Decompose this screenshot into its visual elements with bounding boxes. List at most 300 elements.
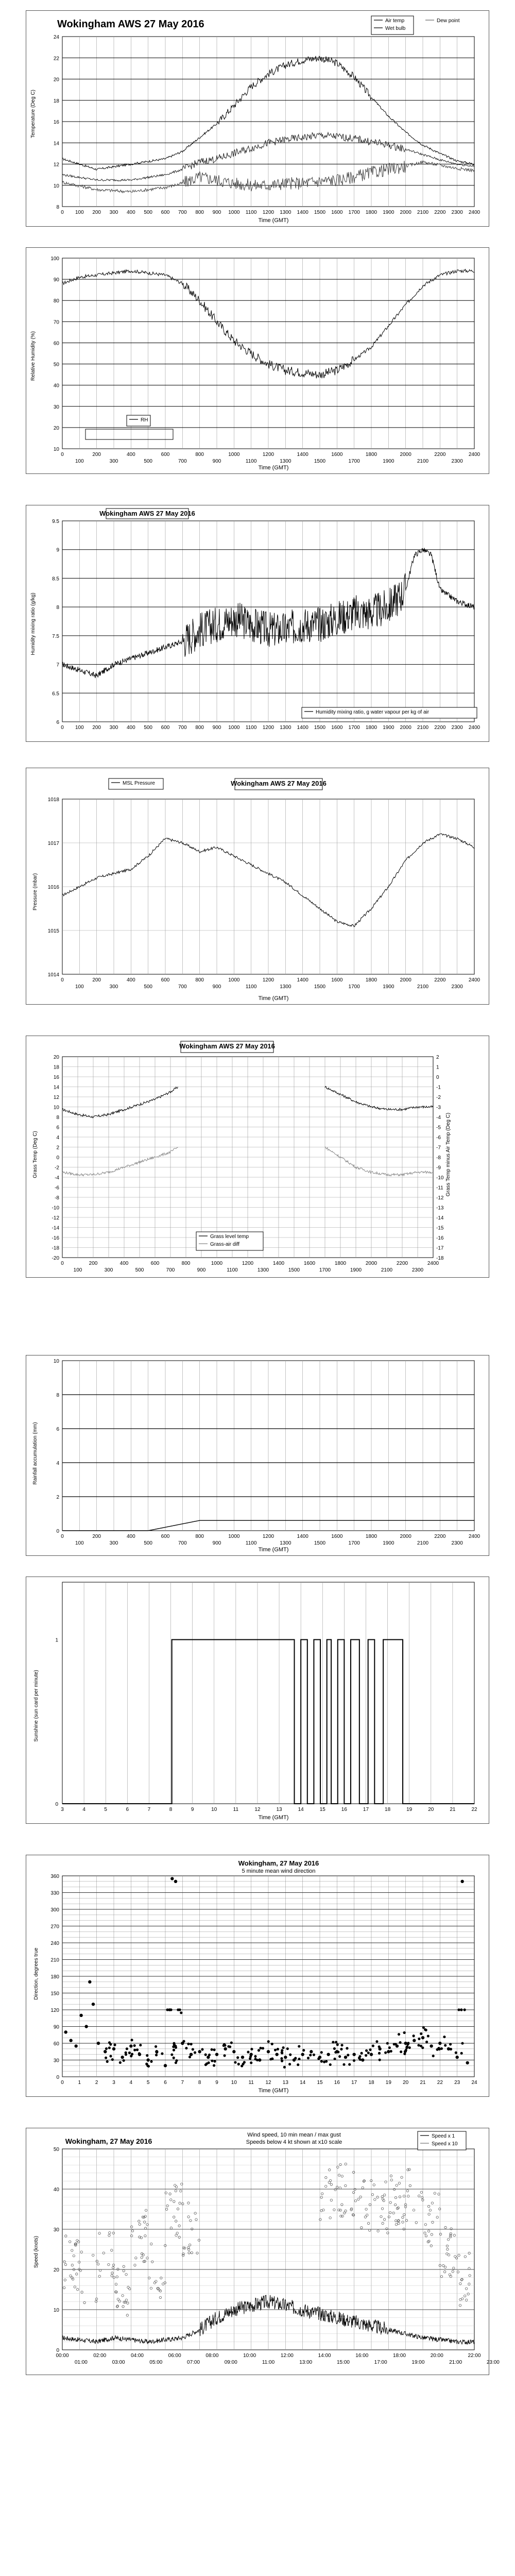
y-tick-label: 360: [50, 1874, 59, 1879]
y-tick-label: 9.5: [52, 519, 59, 524]
data-point: [353, 2059, 355, 2062]
data-point: [119, 2061, 122, 2064]
chart-subtitle: 5 minute mean wind direction: [242, 1868, 316, 1874]
y-tick-label: 9: [56, 547, 59, 553]
x-tick-label: 2300: [451, 1540, 463, 1546]
y-tick-label: 8: [56, 605, 59, 611]
data-point: [320, 2051, 323, 2054]
x-tick-label: 800: [195, 452, 204, 457]
y-axis-label: Rainfall accumulation (mm): [32, 1422, 38, 1485]
x-tick-label: 2000: [400, 725, 411, 731]
data-point: [113, 2044, 116, 2046]
y-tick-label: 180: [50, 1974, 59, 1980]
data-point: [271, 2043, 273, 2045]
y-tick-label: 14: [53, 141, 59, 147]
x-tick-label: 1400: [272, 1261, 285, 1266]
data-point: [449, 2043, 452, 2045]
y-tick-label-right: -3: [436, 1105, 441, 1111]
data-point: [201, 2048, 203, 2050]
x-tick-label: 1700: [319, 1267, 331, 1273]
y-tick-label: -20: [52, 1256, 59, 1261]
mixing-ratio-chart-panel: [26, 505, 489, 742]
x-tick-label: 2400: [468, 210, 480, 215]
x-tick-label: 300: [109, 210, 118, 215]
data-point: [323, 2061, 325, 2063]
x-tick-label: 13: [282, 2080, 288, 2086]
x-tick-label: 1100: [245, 1540, 257, 1546]
x-tick-label: 2100: [417, 1540, 429, 1546]
y-tick-label: 12: [53, 1095, 59, 1100]
data-point: [336, 2043, 339, 2046]
data-point: [79, 2014, 82, 2017]
data-point: [413, 2039, 416, 2042]
x-tick-label: 1800: [365, 725, 377, 731]
y-tick-label: 30: [53, 404, 59, 410]
data-point: [190, 2053, 193, 2056]
data-point: [275, 2053, 278, 2056]
legend-label: Humidity mixing ratio, g water vapour per kg of air: [316, 709, 430, 715]
x-tick-label: 20:00: [430, 2353, 443, 2359]
data-point: [277, 2048, 279, 2050]
data-point: [236, 2056, 239, 2059]
y-tick-label: 2: [56, 1145, 59, 1151]
y-tick-label: 6.5: [52, 691, 59, 697]
y-axis-label: Sunshine (sun card per minute): [33, 1670, 39, 1742]
x-tick-label: 1100: [245, 459, 257, 464]
y-axis-label: Direction, degrees true: [33, 1947, 39, 2000]
data-point: [289, 2054, 291, 2056]
data-point: [281, 2060, 283, 2062]
chart-title: Wokingham AWS 27 May 2016: [57, 19, 204, 30]
y-tick-label-right: -1: [436, 1084, 441, 1091]
data-point: [267, 2040, 270, 2043]
data-point: [188, 2056, 191, 2058]
data-point: [420, 2045, 422, 2047]
x-tick-label: 2100: [417, 210, 429, 215]
x-tick-label: 06:00: [168, 2353, 181, 2359]
x-tick-label: 800: [195, 977, 204, 983]
wind-direction-chart-panel: [26, 1855, 489, 2097]
data-point: [398, 2033, 400, 2036]
data-point: [241, 2064, 243, 2067]
x-tick-label: 600: [161, 725, 170, 731]
x-tick-label: 11:00: [262, 2360, 275, 2365]
data-point: [156, 2051, 158, 2054]
data-point: [105, 2047, 108, 2050]
x-tick-label: 1000: [228, 210, 240, 215]
x-tick-label: 6: [126, 1807, 129, 1812]
y-tick-label-right: 1: [436, 1064, 439, 1071]
x-tick-label: 900: [212, 1540, 221, 1546]
data-point: [430, 2044, 433, 2047]
data-point: [192, 2048, 194, 2050]
data-point: [126, 2047, 128, 2050]
data-point: [372, 2044, 374, 2047]
x-tick-label: 10: [231, 2080, 237, 2086]
x-tick-label: 17: [351, 2080, 357, 2086]
data-point: [230, 2041, 233, 2044]
grass-temperature-chart: [26, 1036, 489, 1277]
data-point: [204, 2054, 207, 2056]
grass-temperature-chart-panel: [26, 1036, 489, 1278]
data-point: [283, 2066, 286, 2069]
x-tick-label: 14: [298, 1807, 304, 1812]
y-tick-label-right: -16: [436, 1235, 444, 1241]
x-tick-label: 07:00: [187, 2360, 200, 2365]
data-point: [125, 2053, 127, 2056]
data-point: [427, 2035, 430, 2037]
x-tick-label: 1900: [350, 1267, 362, 1273]
data-point: [175, 2046, 177, 2049]
x-tick-label: 2300: [411, 1267, 424, 1273]
x-tick-label: 2300: [451, 984, 463, 990]
x-axis-label: Time (GMT): [258, 1547, 289, 1553]
data-point: [111, 2058, 114, 2061]
data-point: [97, 2042, 100, 2045]
x-tick-label: 2300: [451, 725, 463, 731]
x-tick-label: 5: [146, 2080, 150, 2086]
data-point: [211, 2059, 213, 2062]
data-point: [150, 2060, 152, 2063]
y-tick-label: 100: [50, 256, 59, 262]
data-point: [130, 2039, 133, 2041]
x-tick-label: 2100: [381, 1267, 393, 1273]
x-tick-label: 200: [92, 725, 101, 731]
x-tick-label: 21: [450, 1807, 456, 1812]
x-tick-label: 600: [161, 1534, 170, 1539]
data-point: [297, 2063, 299, 2066]
y-axis-label-right: Grass Temp minus Air Temp (Deg C): [445, 1112, 451, 1197]
data-point: [386, 2042, 389, 2044]
y-tick-label: 330: [50, 1890, 59, 1896]
data-point: [384, 2052, 387, 2054]
x-tick-label: 4: [82, 1807, 85, 1812]
y-tick-label: 60: [53, 2041, 59, 2047]
data-point: [329, 2063, 332, 2066]
y-tick-label: 0: [55, 1802, 58, 1807]
x-tick-label: 22:00: [468, 2353, 481, 2359]
humidity-chart-panel: [26, 247, 489, 474]
data-point: [174, 1880, 177, 1883]
data-point: [466, 2061, 469, 2064]
data-point: [215, 2053, 218, 2056]
data-point: [340, 2044, 343, 2046]
data-point: [131, 2053, 133, 2055]
data-point: [213, 2064, 215, 2066]
x-tick-label: 100: [75, 459, 84, 464]
y-tick-label: 8.5: [52, 576, 59, 582]
x-tick-label: 04:00: [130, 2353, 144, 2359]
data-point: [129, 2044, 132, 2047]
x-tick-label: 21: [420, 2080, 426, 2086]
x-tick-label: 400: [126, 452, 135, 457]
data-point: [269, 2058, 272, 2060]
legend-label: Air temp: [385, 18, 405, 24]
data-point: [133, 2044, 136, 2047]
data-point: [74, 2044, 77, 2047]
x-tick-label: 900: [197, 1267, 206, 1273]
legend-label: RH: [141, 417, 148, 423]
data-point: [190, 2043, 193, 2045]
x-tick-label: 500: [135, 1267, 144, 1273]
y-tick-label-right: -11: [436, 1185, 443, 1191]
x-tick-label: 300: [109, 984, 118, 990]
data-point: [450, 2048, 452, 2050]
data-point: [340, 2048, 342, 2050]
y-tick-label: 40: [53, 383, 59, 389]
data-point: [337, 2050, 339, 2053]
y-tick-label: 8: [56, 205, 59, 210]
data-point: [108, 2046, 111, 2049]
data-point: [424, 2028, 426, 2031]
x-tick-label: 1300: [280, 1540, 291, 1546]
x-tick-label: 16:00: [355, 2353, 369, 2359]
x-tick-label: 100: [73, 1267, 82, 1273]
x-tick-label: 16: [341, 1807, 347, 1812]
x-tick-label: 300: [109, 725, 118, 731]
data-point: [399, 2041, 401, 2044]
y-tick-label-right: -15: [436, 1225, 444, 1231]
x-tick-label: 1900: [383, 1540, 394, 1546]
data-point: [365, 2054, 367, 2057]
data-point: [438, 2042, 441, 2045]
x-tick-label: 200: [92, 1534, 101, 1539]
data-point: [408, 2046, 411, 2049]
data-point: [164, 2064, 167, 2067]
x-tick-label: 2200: [434, 452, 446, 457]
data-point: [320, 2060, 323, 2063]
data-point: [403, 2053, 406, 2055]
x-tick-label: 7: [181, 2080, 184, 2086]
y-tick-label-right: -4: [436, 1115, 441, 1121]
data-point: [208, 2061, 210, 2064]
y-axis-label: Temperature (Deg C): [30, 90, 36, 138]
data-point: [443, 2036, 445, 2038]
x-tick-label: 1700: [348, 984, 360, 990]
data-point: [444, 2044, 447, 2046]
x-tick-label: 800: [195, 725, 204, 731]
data-point: [123, 2059, 125, 2062]
data-point: [335, 2041, 337, 2043]
x-tick-label: 1700: [348, 1540, 360, 1546]
x-tick-label: 1300: [280, 725, 291, 731]
y-tick-label: 6: [56, 1125, 59, 1131]
y-tick-label: -10: [52, 1205, 59, 1211]
data-point: [109, 2055, 112, 2057]
x-tick-label: 1000: [228, 725, 240, 731]
x-tick-label: 400: [126, 1534, 135, 1539]
data-point: [247, 2050, 249, 2053]
x-tick-label: 1400: [297, 725, 308, 731]
x-tick-label: 500: [144, 984, 153, 990]
x-tick-label: 700: [178, 210, 187, 215]
x-tick-label: 100: [75, 984, 84, 990]
y-tick-label-right: -9: [436, 1165, 441, 1171]
data-point: [112, 2047, 115, 2050]
x-tick-label: 2200: [434, 1534, 446, 1539]
data-point: [178, 2008, 181, 2011]
y-tick-label-right: -5: [436, 1125, 441, 1131]
x-tick-label: 1800: [365, 977, 377, 983]
x-axis-label: Time (GMT): [258, 465, 289, 471]
x-tick-label: 0: [61, 1534, 64, 1539]
data-point: [378, 2045, 381, 2048]
data-point: [173, 2057, 175, 2059]
y-tick-label-right: -18: [436, 1256, 444, 1261]
legend-label: Dew point: [437, 18, 460, 24]
x-tick-label: 400: [126, 725, 135, 731]
y-tick-label: -14: [52, 1225, 59, 1231]
data-point: [346, 2047, 348, 2049]
chart-title: Wokingham AWS 27 May 2016: [99, 510, 195, 517]
data-point: [367, 2052, 370, 2054]
x-tick-label: 900: [212, 459, 221, 464]
data-point: [282, 2046, 284, 2049]
temperature-chart-panel: [26, 10, 489, 227]
data-point: [250, 2061, 252, 2064]
y-tick-label: 6: [56, 1427, 59, 1432]
y-tick-label-right: -13: [436, 1205, 444, 1211]
x-tick-label: 15: [319, 1807, 325, 1812]
data-point: [105, 2057, 107, 2059]
data-point: [284, 2056, 287, 2059]
data-point: [388, 2046, 391, 2049]
x-tick-label: 0: [61, 2080, 64, 2086]
x-axis-label: Time (GMT): [258, 995, 289, 1002]
humidity-chart: [26, 248, 489, 473]
data-point: [310, 2050, 313, 2053]
chart-subtitle-2: Speeds below 4 kt shown at x10 scale: [246, 2139, 342, 2145]
chart-title: Wokingham, 27 May 2016: [65, 2137, 152, 2145]
y-tick-label: 1014: [47, 972, 59, 978]
y-tick-label-right: 2: [436, 1055, 439, 1060]
x-tick-label: 20: [403, 2080, 409, 2086]
x-tick-label: 1500: [314, 725, 326, 731]
x-tick-label: 6: [164, 2080, 167, 2086]
x-tick-label: 18: [368, 2080, 374, 2086]
data-point: [281, 2051, 283, 2054]
data-point: [359, 2058, 362, 2061]
x-tick-label: 2200: [396, 1261, 408, 1266]
x-axis-label: Time (GMT): [258, 2088, 289, 2094]
x-tick-label: 12:00: [280, 2353, 294, 2359]
x-tick-label: 1500: [314, 459, 326, 464]
data-point: [436, 2048, 438, 2051]
x-tick-label: 2200: [434, 977, 446, 983]
y-axis-label: Relative Humidity (%): [30, 331, 36, 381]
x-tick-label: 100: [75, 725, 84, 731]
data-point: [309, 2054, 312, 2056]
data-point: [232, 2050, 235, 2053]
data-point: [155, 2054, 158, 2056]
x-tick-label: 1200: [262, 1534, 274, 1539]
data-point: [352, 2053, 355, 2056]
x-tick-label: 03:00: [112, 2360, 125, 2365]
data-point: [259, 2047, 262, 2049]
x-tick-label: 2000: [400, 1534, 411, 1539]
data-point: [327, 2053, 330, 2056]
legend-label: Speed x 10: [432, 2141, 458, 2147]
data-point: [64, 2030, 67, 2033]
x-tick-label: 1800: [365, 1534, 377, 1539]
data-point: [249, 2055, 252, 2058]
x-tick-label: 0: [61, 977, 64, 983]
y-tick-label: -18: [52, 1245, 59, 1251]
data-point: [387, 2050, 390, 2053]
x-tick-label: 3: [112, 2080, 115, 2086]
y-tick-label: -4: [55, 1175, 59, 1181]
x-tick-label: 1500: [314, 1540, 326, 1546]
x-tick-label: 1800: [365, 210, 377, 215]
data-point: [198, 2050, 201, 2053]
y-tick-label: 12: [53, 162, 59, 168]
mixing-ratio-chart: [26, 505, 489, 741]
y-tick-label: 24: [53, 35, 59, 40]
y-tick-label: -8: [55, 1195, 59, 1201]
data-point: [333, 2058, 336, 2060]
x-tick-label: 1900: [383, 210, 394, 215]
x-tick-label: 600: [161, 210, 170, 215]
data-point: [223, 2043, 226, 2046]
x-tick-label: 2100: [417, 984, 429, 990]
data-point: [262, 2047, 264, 2049]
x-tick-label: 1600: [331, 1534, 343, 1539]
x-tick-label: 2000: [400, 210, 411, 215]
data-point: [342, 2063, 345, 2066]
data-point: [460, 2052, 463, 2055]
y-tick-label-right: -7: [436, 1145, 441, 1151]
y-tick-label: 60: [53, 341, 59, 347]
legend-label: MSL Pressure: [123, 781, 155, 786]
y-tick-label: 20: [53, 2267, 59, 2273]
x-tick-label: 700: [166, 1267, 175, 1273]
x-tick-label: 300: [109, 459, 118, 464]
data-point: [180, 2011, 182, 2014]
x-tick-label: 600: [161, 977, 170, 983]
x-tick-label: 1500: [288, 1267, 300, 1273]
y-tick-label: 6: [56, 720, 59, 725]
x-tick-label: 19:00: [411, 2360, 425, 2365]
data-point: [288, 2063, 291, 2065]
data-point: [147, 2065, 150, 2067]
x-tick-label: 1300: [257, 1267, 269, 1273]
x-tick-label: 2000: [400, 452, 411, 457]
x-tick-label: 18:00: [393, 2353, 406, 2359]
x-tick-label: 23:00: [486, 2360, 500, 2365]
x-tick-label: 1900: [383, 725, 394, 731]
x-tick-label: 100: [75, 1540, 84, 1546]
data-point: [301, 2053, 304, 2056]
y-tick-label: 16: [53, 120, 59, 125]
data-point: [457, 2008, 460, 2011]
y-tick-label: 120: [50, 2008, 59, 2013]
y-tick-label-right: -17: [436, 1245, 444, 1251]
y-tick-label: 18: [53, 1064, 59, 1071]
x-tick-label: 0: [61, 210, 64, 215]
data-point: [173, 2049, 175, 2052]
x-tick-label: 1400: [297, 452, 308, 457]
x-tick-label: 1600: [331, 725, 343, 731]
data-point: [294, 2057, 297, 2059]
x-tick-label: 700: [178, 459, 187, 464]
data-point: [258, 2049, 260, 2052]
data-point: [400, 2050, 402, 2053]
x-tick-label: 1200: [262, 977, 274, 983]
data-point: [298, 2045, 300, 2047]
y-tick-label: 1: [55, 1637, 58, 1643]
x-tick-label: 9: [215, 2080, 218, 2086]
data-point: [208, 2054, 211, 2056]
